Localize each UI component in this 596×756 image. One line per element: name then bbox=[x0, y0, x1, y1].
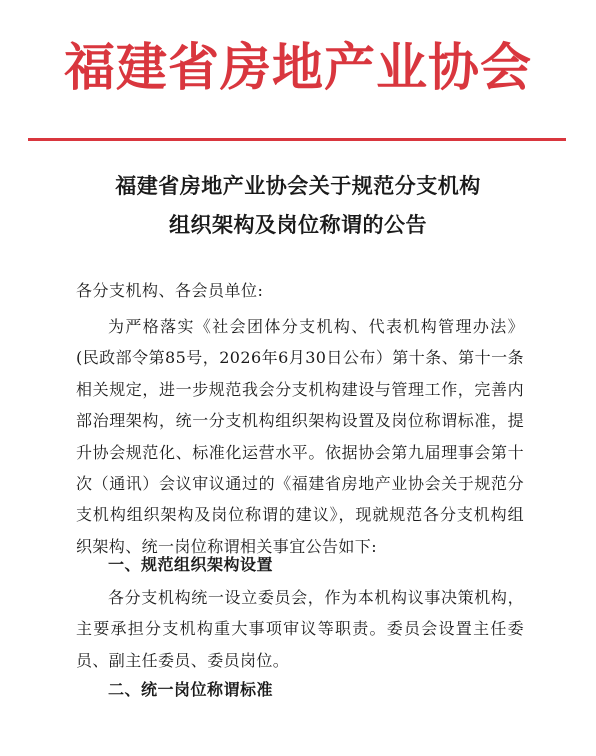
section-heading-2: 二、统一岗位称谓标准 bbox=[108, 680, 274, 699]
body-paragraph-2: 各分支机构统一设立委员会，作为本机构议事决策机构，主要承担分支机构重大事项审议等职责。委员会设置主任委员、副主任委员、委员岗位。 bbox=[76, 588, 524, 670]
notice-title-line-2: 组织架构及岗位称谓的公告 bbox=[169, 212, 427, 237]
body-paragraph-1: 为严格落实《社会团体分支机构、代表机构管理办法》(民政部令第85号，2026年6月30日公布）第十条、第十一条相关规定，进一步规范我会分支机构建设与管理工作，完善内部治理架构，统一分支机构组织架构设置及岗位称谓标准，提升协会规范化、标准化运营水平。依据协会第九届理事会第十次（通讯）会议审议通过的《福建省房地产业协会关于规范分支机构组织架构及岗位称谓的建议》，现就规范各分支机构组织架构、统一岗位称谓相关事宜公告如下: bbox=[76, 317, 524, 556]
section-heading-1: 一、规范组织架构设置 bbox=[108, 555, 274, 574]
letterhead-red-rule bbox=[28, 138, 566, 141]
notice-title-line-1: 福建省房地产业协会关于规范分支机构 bbox=[115, 173, 481, 198]
letterhead-org-name: 福建省房地产业协会 bbox=[63, 38, 532, 98]
salutation: 各分支机构、各会员单位: bbox=[76, 281, 264, 300]
